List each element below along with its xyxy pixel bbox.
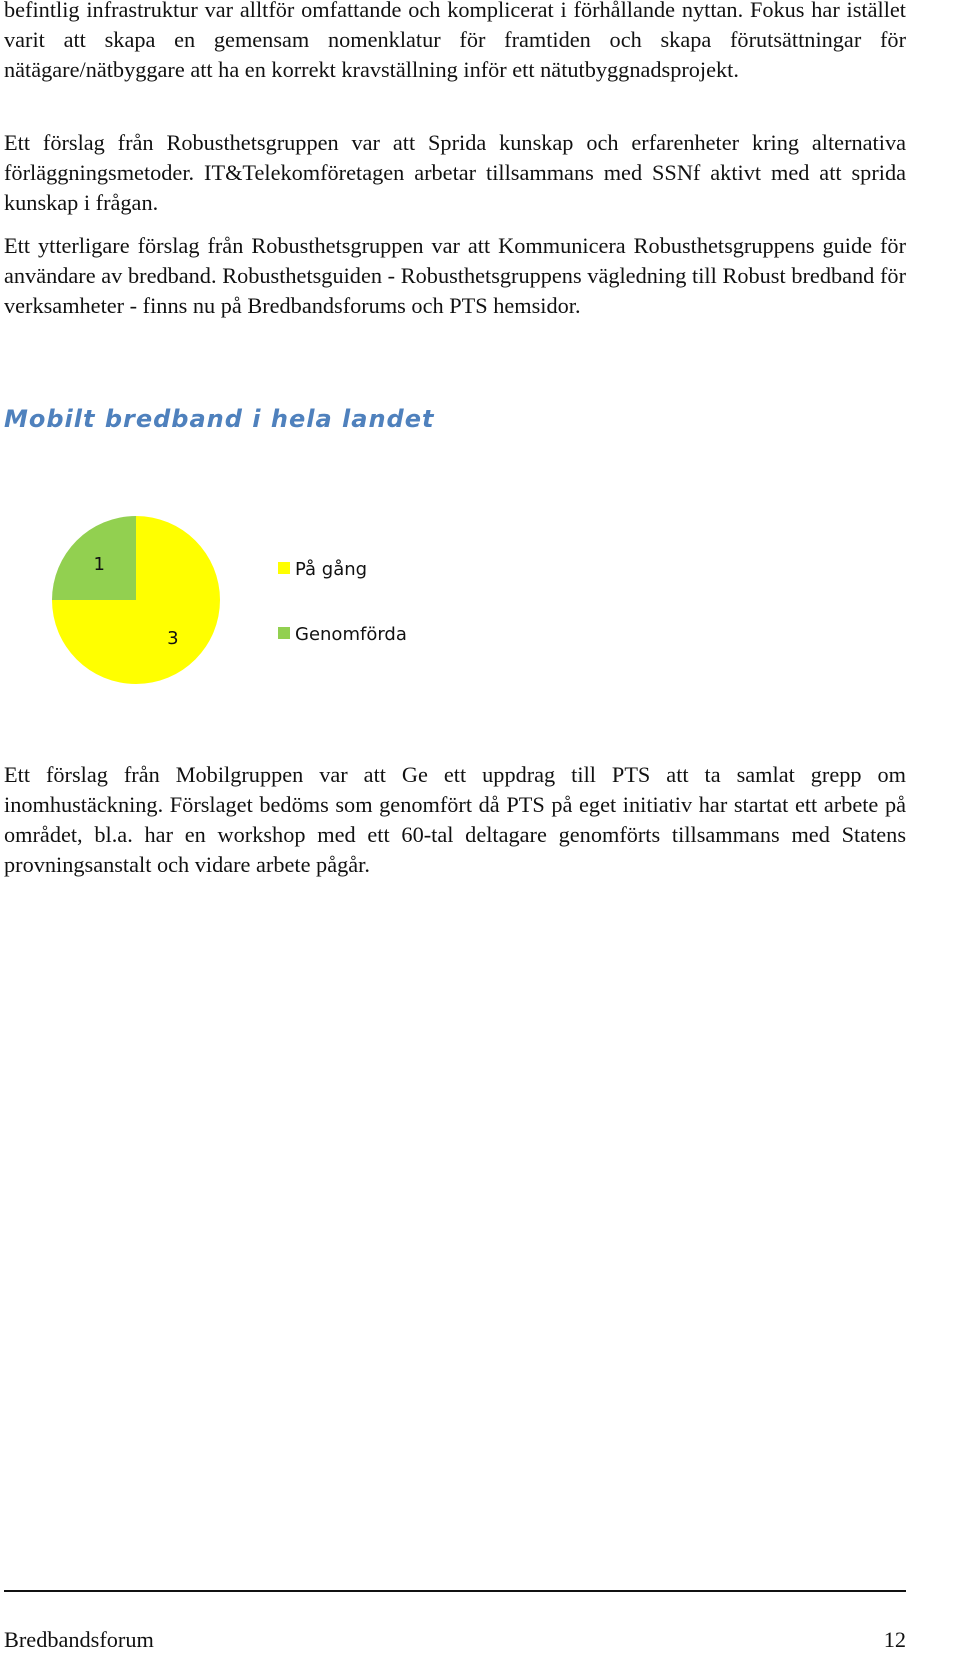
legend-label-genomforda: Genomförda [295, 624, 407, 645]
section-heading: Mobilt bredband i hela landet [4, 405, 435, 433]
paragraph-robusthet-sprida: Ett förslag från Robusthetsgruppen var att Sprida kunskap och erfarenheter kring alternativa förläggningsmetoder. IT&Telekomföretagen arbetar tillsammans med SSNf aktivt med att sprida kunskap i frågan. [4, 130, 906, 215]
footer-rule [4, 1590, 906, 1592]
data-label-genomforda: 1 [93, 554, 105, 576]
legend-swatch-pa-gang [278, 562, 290, 574]
paragraph-robusthet-kommunicera: Ett ytterligare förslag från Robusthetsgruppen var att Kommunicera Robusthetsgruppens guide för användare av bredband. Robusthetsguiden - Robusthetsgruppens vägledning till Robust bredband för verksamheter - finns nu på Bredbandsforums och PTS hemsidor. [4, 233, 906, 318]
data-label-pa-gang: 3 [167, 627, 179, 649]
legend-swatch-genomforda [278, 627, 290, 639]
paragraph-intro: befintlig infrastruktur var alltför omfattande och komplicerat i förhållande nyttan. Fokus har istället varit att skapa en gemensam nomenklatur för framtiden och skapa förutsättningar för nätägare/nätbyggare att ha en korrekt kravställning inför ett nätutbyggnadsprojekt. [4, 0, 906, 82]
pie-chart [0, 500, 600, 710]
paragraph-mobilgruppen: Ett förslag från Mobilgruppen var att Ge ett uppdrag till PTS att ta samlat grepp om inomhustäckning. Förslaget bedöms som genomfört då PTS på eget initiativ har startat ett arbete på området, bl.a. har en workshop med ett 60-tal deltagare genomförts tillsammans med Statens provningsanstalt och vidare arbete pågår. [4, 762, 906, 877]
footer-title: Bredbandsforum [4, 1627, 154, 1652]
legend-label-pa-gang: På gång [295, 559, 368, 580]
page-number: 12 [883, 1627, 906, 1652]
